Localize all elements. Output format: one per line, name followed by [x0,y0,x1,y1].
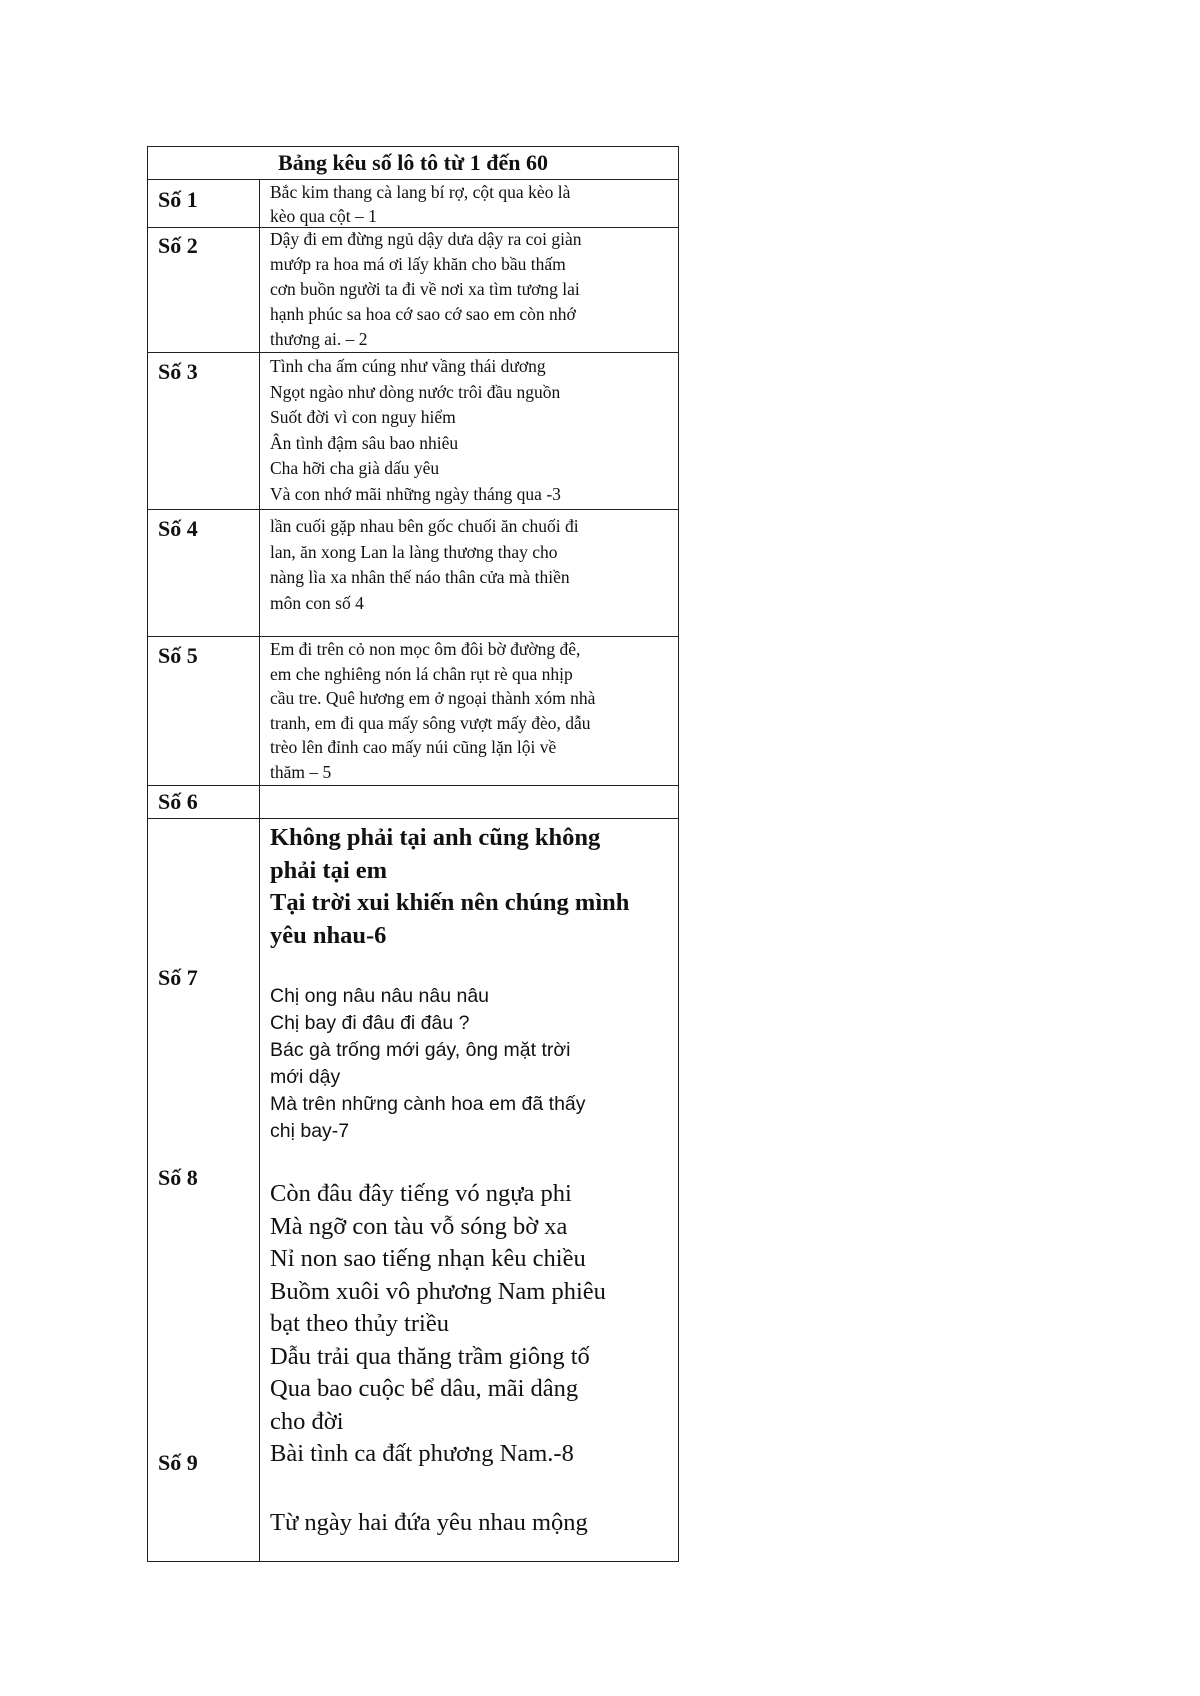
table-row [148,510,678,637]
row-line: Và con nhớ mãi những ngày tháng qua -3 [270,483,561,504]
table-row [148,228,678,353]
verse-line: mới dậy [270,1066,341,1088]
row-text [270,637,670,785]
row-text [270,180,670,228]
row-line: trèo lên đỉnh cao mấy núi cũng lặn lội về [270,737,557,758]
row-line: mướp ra hoa má ơi lấy khăn cho bầu thấm [270,254,566,274]
verse-block-8 [270,1178,675,1471]
verse-line: Qua bao cuộc bể dâu, mãi dâng [270,1375,579,1402]
table-row [148,637,678,786]
row-label: Số 2 [158,233,198,258]
lotto-call-table [147,146,679,1562]
verse-block-7 [270,983,675,1145]
row-text [270,227,670,352]
row-line: Suốt đời vì con nguy hiểm [270,407,456,427]
row-line: hạnh phúc sa hoa cớ sao cớ sao em còn nhớ [270,304,576,324]
verse-line: Buồm xuôi vô phương Nam phiêu [270,1277,606,1305]
row-label: Số 1 [158,187,198,212]
verse-line: chị bay-7 [270,1120,350,1142]
verse-block-6 [270,822,675,952]
verse-line: Chị ong nâu nâu nâu nâu [270,985,490,1007]
verse-line: Mà ngỡ con tàu vỗ sóng bờ xa [270,1212,568,1240]
verse-line: Nỉ non sao tiếng nhạn kêu chiều [270,1245,586,1272]
table-row [148,786,678,819]
verse-line: Mà trên những cành hoa em đã thấy [270,1093,586,1115]
verse-line: bạt theo thủy triều [270,1310,449,1337]
row-line: môn con số 4 [270,592,364,613]
row-line: Ngọt ngào như dòng nước trôi đầu nguồn [270,381,561,402]
verse-line: phải tại em [270,856,388,884]
row-label-9: Số 9 [158,1450,198,1475]
row-line: cầu tre. Quê hương em ở ngoại thành xóm nhà [270,688,596,709]
row-label: Số 6 [158,789,198,814]
verse-line: Bài tình ca đất phương Nam.-8 [270,1440,574,1467]
verse-line: yêu nhau-6 [270,921,387,949]
row-line: nàng lìa xa nhân thế náo thân cửa mà thiền [270,567,570,587]
row-line: kèo qua cột – 1 [270,206,377,226]
row-line: Em đi trên cỏ non mọc ôm đôi bờ đường đê, [270,639,581,659]
row-line: Ân tình đậm sâu bao nhiêu [270,432,459,453]
row-line: Dậy đi em đừng ngủ dậy dưa dậy ra coi giàn [270,229,582,249]
verse-block-9 [270,1507,675,1540]
row-label-8: Số 8 [158,1165,198,1190]
verse-line: Từ ngày hai đứa yêu nhau mộng [270,1509,588,1536]
row-text [270,354,670,507]
row-line: thương ai. – 2 [270,329,368,349]
table-title: Bảng kêu số lô tô từ 1 đến 60 [148,147,678,180]
table-row [148,353,678,510]
row-line: Bắc kim thang cà lang bí rợ, cột qua kèo là [270,182,571,202]
row-line: thăm – 5 [270,761,332,782]
row-line: lan, ăn xong Lan la làng thương thay cho [270,541,558,562]
verse-line: Bác gà trống mới gáy, ông mặt trời [270,1039,571,1061]
row-line: cơn buồn người ta đi về nơi xa tìm tương lai [270,279,580,299]
row-line: tranh, em đi qua mấy sông vượt mấy đèo, dẫu [270,712,591,733]
row-line: lần cuối gặp nhau bên gốc chuối ăn chuối đi [270,516,579,536]
verse-line: Còn đâu đây tiếng vó ngựa phi [270,1180,572,1207]
row-line: em che nghiêng nón lá chân rụt rè qua nhịp [270,663,573,684]
row-text [270,514,670,616]
row-line: Tình cha ấm cúng như vầng thái dương [270,356,546,376]
row-label: Số 3 [158,359,198,384]
row-label-7: Số 7 [158,965,198,990]
verse-line: Dẫu trải qua thăng trầm giông tố [270,1342,590,1370]
verse-line: Không phải tại anh cũng không [270,824,601,851]
verse-line: Chị bay đi đâu đi đâu ? [270,1012,470,1034]
row-label: Số 5 [158,643,198,668]
verse-line: cho đời [270,1407,344,1435]
table-row [148,180,678,228]
row-label: Số 4 [158,516,198,541]
row-line: Cha hỡi cha già dấu yêu [270,458,440,478]
verse-line: Tại trời xui khiến nên chúng mình [270,889,630,916]
